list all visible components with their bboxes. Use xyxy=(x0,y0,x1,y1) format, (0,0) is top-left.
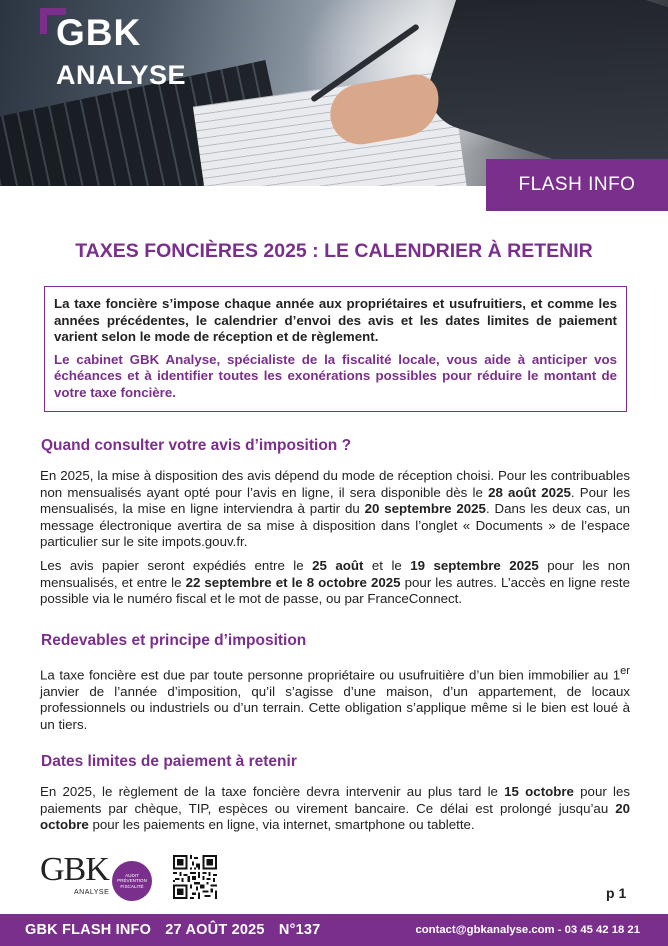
gbk-logo: GBK xyxy=(40,851,109,888)
footer-date: 27 AOÛT 2025 xyxy=(165,922,265,938)
logo-tagline-line: PRÉVENTION xyxy=(117,878,147,884)
footer-publication: GBK FLASH INFO xyxy=(25,922,152,938)
superscript: er xyxy=(620,665,630,677)
intro-paragraph-2: Le cabinet GBK Analyse, spécialiste de la fiscalité locale, vous aide à anticiper vos échéances et à identifier toutes les exonérations possibles pour réduire le montant de votre taxe foncière. xyxy=(54,351,617,400)
text-run: pour les paiements par chèque, TIP, espèces ou virement bancaire. Ce délai est prolongé jusqu’au xyxy=(40,784,630,816)
intro-paragraph-1: La taxe foncière s’impose chaque année aux propriétaires et usufruitiers, et comme les années précédentes, le calendrier d’envoi des avis et les dates limites de paiement varient selon le mode de réception et de règlement. xyxy=(54,296,617,344)
emphasis-date: 20 octobre xyxy=(40,800,630,832)
footer-issue-number: N°137 xyxy=(278,922,321,938)
emphasis-date: 22 septembre et le 8 octobre 2025 xyxy=(185,574,401,590)
qr-code-icon[interactable] xyxy=(173,855,217,899)
text-run: Les avis papier seront expédiés entre le xyxy=(40,558,313,573)
text-run: La taxe foncière est due par toute personne propriétaire ou usufruitière d’un bien immobilier au 1 xyxy=(40,667,621,683)
section-heading-redevables: Redevables et principe d’imposition xyxy=(41,632,307,649)
text-run: pour les autres. L’accès en ligne reste possible via le numéro fiscal et le mot de passe, ou par FranceConnect. xyxy=(40,574,631,606)
text-run: En 2025, la mise à disposition des avis dépend du mode de réception choisi. Pour les contribuables non mensualisés ayant opté pour l’avis en ligne, il sera disponible dès le xyxy=(40,468,630,500)
logo-tagline-line: FISCALITÉ xyxy=(120,883,144,889)
text-run: pour les paiements en ligne, via internet, smartphone ou tablette. xyxy=(88,817,475,832)
section-paragraph xyxy=(40,468,630,551)
footer-contact-link[interactable]: contact@gbkanalyse.com - 03 45 42 18 21 xyxy=(415,924,640,936)
flash-info-badge: FLASH INFO xyxy=(486,159,668,211)
brand-name: GBK xyxy=(56,12,142,53)
section-paragraph xyxy=(40,663,630,733)
text-run: et le xyxy=(363,558,411,573)
section-paragraph xyxy=(40,558,630,608)
intro-box xyxy=(44,286,627,412)
text-run: pour les non mensualisés, et entre le xyxy=(40,558,630,590)
text-run: En 2025, le règlement de la taxe foncière devra intervenir au plus tard le xyxy=(40,784,505,799)
emphasis-date: 15 octobre xyxy=(504,784,574,799)
section-heading-dates-limites: Dates limites de paiement à retenir xyxy=(41,753,297,770)
emphasis-date: 28 août 2025 xyxy=(488,484,571,500)
footer-bar xyxy=(0,914,668,946)
emphasis-date: 19 septembre 2025 xyxy=(410,558,539,573)
text-run: janvier de l’année d’imposition, qu’il s’agisse d’une maison, d’un appartement, de locaux professionnels ou industriels ou d’un terrain. Cette obligation s’applique même si le bien est loué à un tiers. xyxy=(40,683,630,732)
text-run: . Dans les deux cas, un message électronique avertira de sa mise à disposition dans l’onglet « Documents » de l’espace particulier sur le site impots.gouv.fr. xyxy=(40,501,630,549)
section-heading-consultation: Quand consulter votre avis d’imposition ? xyxy=(41,437,352,454)
section-paragraph xyxy=(40,784,630,834)
page-title: TAXES FONCIÈRES 2025 : LE CALENDRIER À RETENIR xyxy=(75,240,593,262)
logo-tagline-badge xyxy=(112,861,152,901)
logo-tagline-line: AUDIT xyxy=(125,872,139,878)
text-run: . Pour les mensualisés, la mise en ligne interviendra à partir du xyxy=(40,484,631,516)
page-number: p 1 xyxy=(606,885,627,901)
footer-issue-info xyxy=(25,922,330,938)
emphasis-date: 20 septembre 2025 xyxy=(364,501,486,516)
brand-subtitle: ANALYSE xyxy=(56,60,187,90)
emphasis-date: 25 août xyxy=(312,558,364,573)
gbk-logo-subtitle: ANALYSE xyxy=(74,889,110,896)
